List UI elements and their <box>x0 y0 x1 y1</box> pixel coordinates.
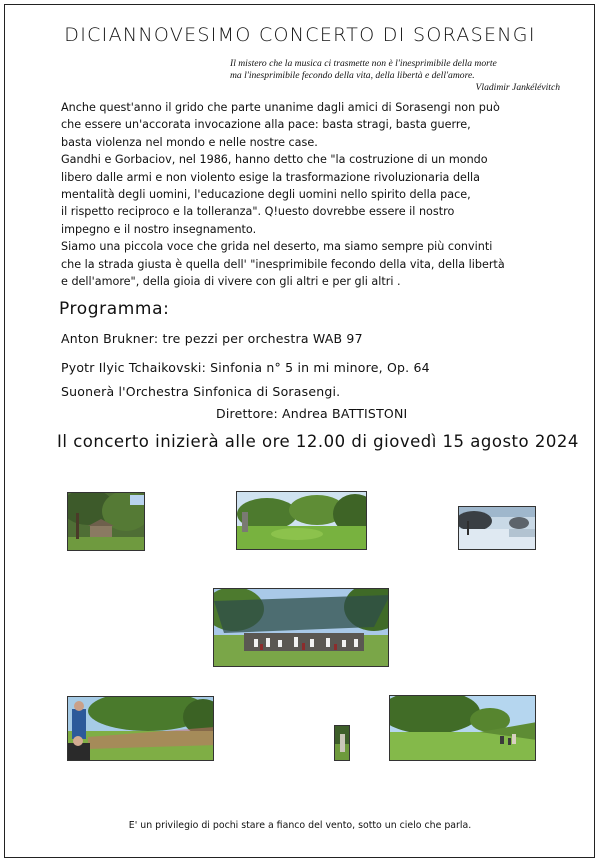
paragraph-line: il rispetto reciproco e la tolleranza". Q!uesto dovrebbe essere il nostro <box>61 205 455 219</box>
photo-audience-hillside <box>67 696 214 761</box>
director-line: Direttore: Andrea BATTISTONI <box>216 406 408 421</box>
program-heading: Programma: <box>59 299 170 319</box>
photo-meadow-trees <box>236 491 367 550</box>
program-item-2: Pyotr Ilyic Tchaikovski: Sinfonia n° 5 in mi minore, Op. 64 <box>61 360 430 375</box>
paragraph-line: Anche quest'anno il grido che parte unanime dagli amici di Sorasengi non può <box>61 101 500 114</box>
paragraph-line: che la strada giusta è quella dell' "inesprimibile fecondo della vita, della libertà <box>61 257 505 271</box>
paragraph-line: libero dalle armi e non violento esige la trasformazione rivoluzionaria della <box>61 170 481 184</box>
concert-time: Il concerto inizierà alle ore 12.00 di giovedì 15 agosto 2024 <box>57 432 579 451</box>
quote-author: Vladimir Jankélévitch <box>475 82 560 93</box>
paragraph-line: mentalità degli uomini, l'educazione degli uomini nello spirito della pace, <box>61 188 471 202</box>
paragraph-line: e dell'amore", della gioia di vivere con gli altri e per gli altri . <box>61 275 401 289</box>
paragraph-line: che essere un'accorata invocazione alla pace: basta stragi, basta guerre, <box>61 118 471 132</box>
photo-meadow-people <box>389 695 536 761</box>
quote-line-2: ma l'inesprimibile fecondo della vita, della libertà e dell'amore. <box>230 69 475 81</box>
paragraph-line: Siamo una piccola voce che grida nel deserto, ma siamo sempre più convinti <box>61 240 493 254</box>
epigraph-quote <box>230 58 560 94</box>
photo-hut-in-woods <box>67 492 145 551</box>
paragraph-line: basta violenza nel mondo e nelle nostre case. <box>61 135 318 149</box>
page-title: DICIANNOVESIMO CONCERTO DI SORASENGI <box>64 24 536 46</box>
photo-small-vertical <box>334 725 350 761</box>
photo-orchestra-under-net <box>213 588 389 667</box>
program-item-1: Anton Brukner: tre pezzi per orchestra WAB 97 <box>61 331 363 346</box>
paragraph-line: Gandhi e Gorbaciov, nel 1986, hanno detto che "la costruzione di un mondo <box>61 153 488 167</box>
footer-quote: E' un privilegio di pochi stare a fianco del vento, sotto un cielo che parla. <box>128 820 472 831</box>
quote-line-1: Il mistero che la musica ci trasmette non è l'inesprimibile della morte <box>230 58 497 69</box>
photo-snow-landscape <box>458 506 536 550</box>
paragraph-line: impegno e il nostro insegnamento. <box>61 222 257 236</box>
orchestra-line: Suonerà l'Orchestra Sinfonica di Sorasengi. <box>61 384 341 399</box>
intro-paragraph <box>61 99 531 290</box>
